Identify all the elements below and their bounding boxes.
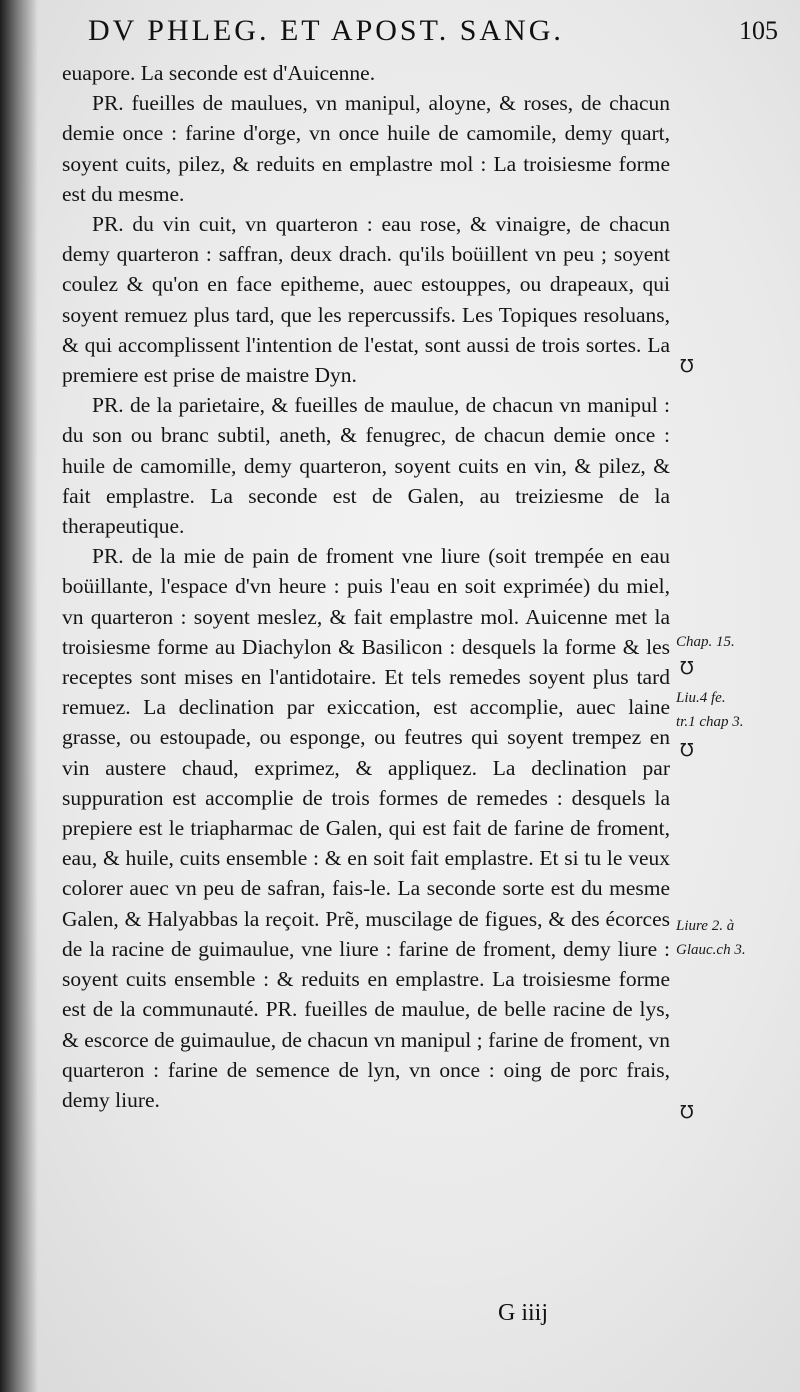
ornament-glyph-icon: ℧ [680,740,694,761]
signature-mark: G iiij [498,1300,549,1326]
paragraph: euapore. La seconde est d'Auicenne. [62,61,376,85]
ornament-glyph-icon: ℧ [680,658,694,679]
ornament-glyph-icon: ℧ [680,1102,694,1123]
paragraph: PR. de la parietaire, & fueilles de maulue, de chacun vn manipul : du son ou branc subtil, aneth, & fenugrec, de chacun demie once : huile de camomille, demy quarteron, soyent cuits en vin, & pilez, & fait emplastre. La seconde est de Galen, au treiziesme de la therapeutique. [62,393,670,539]
main-text [62,58,670,1115]
paragraph: PR. fueilles de maulues, vn manipul, aloyne, & roses, de chacun demie once : farine d'orge, vn once huile de camomile, demy quart, soyent cuits, pilez, & reduits en emplastre mol : La troisiesme forme est du mesme. [62,91,670,206]
margin-note: Chap. 15. [676,634,735,650]
ornament-glyph-icon: ℧ [680,356,694,377]
margin-note: Liu.4 fe. [676,690,726,706]
page-header [88,14,778,54]
gutter-shadow [0,0,38,1392]
paragraph: PR. de la mie de pain de froment vne liure (soit trempée en eau boüillante, l'espace d'vn heure : puis l'eau en soit exprimée) du miel, vn quarteron : soyent meslez, & fait emplastre mol. Auicenne met la troisiesme forme au Diachylon & Basilicon : desquels la forme & les receptes sont mises en l'antidotaire. Et tels remedes soyent plus tard remuez. La declination par exiccation, est accomplie, auec laine grasse, ou estoupade, ou esponge, ou feutres qui soyent trempez en vin austere chaud, exprimez, & appliquez. La declination par suppuration est accomplie de trois formes de remedes : desquels la prepiere est le triapharmac de Galen, qui est fait de farine de froment, eau, & huile, cuits ensemble : & en soit fait emplastre. Et si tu le veux colorer auec vn peu de safran, fais-le. La seconde sorte est du mesme Galen, & Halyabbas la reçoit. Prẽ, muscilage de figues, & des écorces de la racine de guimaulue, vne liure : farine de froment, demy liure : soyent cuits ensemble : & reduits en emplastre. La troisiesme forme est de la communauté. PR. fueilles de maulue, de belle racine de lys, & escorce de guimaulue, de chacun vn manipul ; farine de froment, vn quarteron : farine de semence de lyn, vn once : oing de porc frais, demy liure. [62,544,670,1112]
margin-note: Glauc.ch 3. [676,942,746,958]
margin-note: tr.1 chap 3. [676,714,744,730]
paragraph: PR. du vin cuit, vn quarteron : eau rose, & vinaigre, de chacun demy quarteron : saffran, deux drach. qu'ils boüillent vn peu ; soyent coulez & qu'on en face epitheme, auec estouppes, ou drapeaux, qui soyent remuez plus tard, que les repercussifs. Les Topiques resoluans, & qui accomplissent l'intention de l'estat, sont aussi de trois sortes. La premiere est prise de maistre Dyn. [62,212,670,388]
margin-note: Liure 2. à [676,918,735,934]
page-number: 105 [739,16,778,45]
running-head: DV PHLEG. ET APOST. SANG. [88,14,564,47]
